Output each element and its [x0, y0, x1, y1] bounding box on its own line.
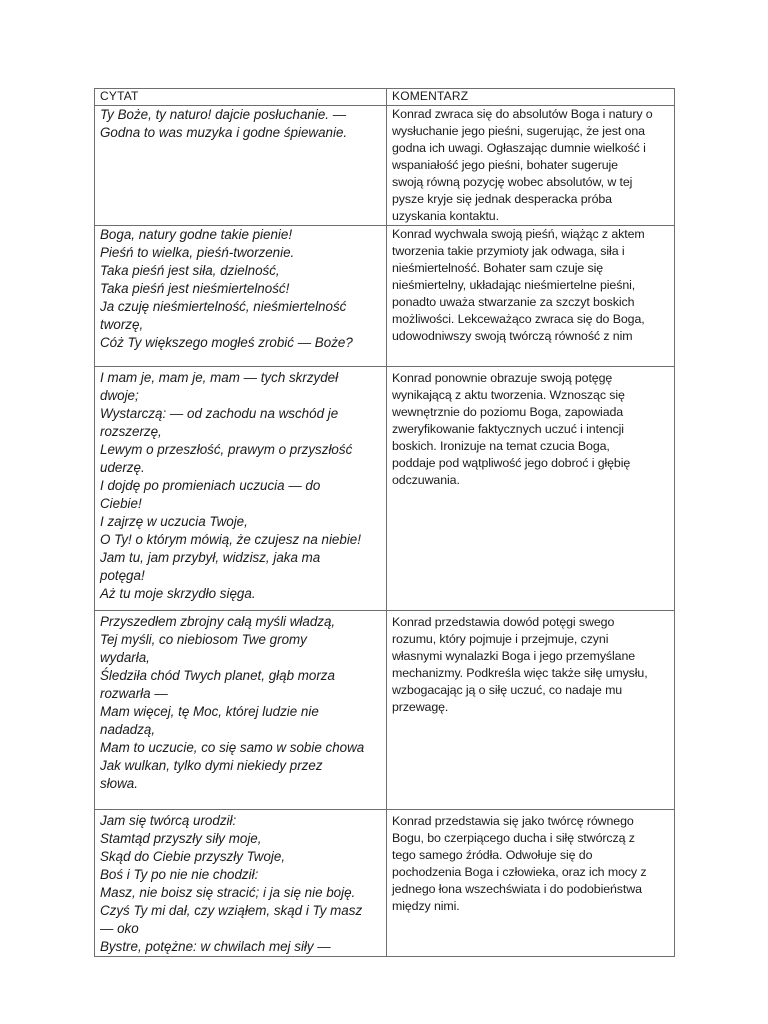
table-header-row — [95, 89, 675, 106]
quote-cell — [95, 611, 387, 810]
quote-line: potęga! — [100, 568, 145, 583]
quote-line: Śledziła chód Twych planet, głąb morza — [100, 668, 335, 683]
header-comment: KOMENTARZ — [387, 89, 675, 106]
quote-line: Cóż Ty większego mogłeś zrobić — Boże? — [100, 335, 353, 350]
quote-line: rozwarła — — [100, 686, 168, 701]
quote-line: tworzę, — [100, 317, 144, 332]
quote-cell — [95, 226, 387, 367]
comment-cell — [387, 226, 675, 367]
table-row — [95, 810, 675, 957]
table-row — [95, 226, 675, 367]
quote-line: Taka pieśń jest siła, dzielność, — [100, 263, 280, 278]
quote-line: O Ty! o którym mówią, że czujesz na niebie! — [100, 532, 361, 547]
comment-line: godna ich uwagi. Ogłaszając dumnie wielkość i — [392, 141, 646, 155]
quote-line: Wystarczą: — od zachodu na wschód je — [100, 406, 339, 421]
comment-line: możliwości. Lekceważąco zwraca się do Boga, — [392, 312, 645, 326]
quote-line: Boga, natury godne takie pienie! — [100, 227, 293, 242]
quote-line: Taka pieśń jest nieśmiertelność! — [100, 281, 290, 296]
quote-line: uderzę. — [100, 460, 145, 475]
comment-line: nieśmiertelny, układając nieśmiertelne pieśni, — [392, 278, 636, 292]
comment-line: Bogu, bo czerpiącego ducha i siłę stwórczą z — [392, 831, 635, 845]
comment-line: zweryfikowanie faktycznych uczuć i intencji — [392, 422, 624, 436]
quote-line: Aż tu moje skrzydło sięga. — [100, 586, 256, 601]
quote-commentary-table — [94, 88, 675, 957]
table-row — [95, 106, 675, 226]
comment-line: własnymi wynalazki Boga i jego przemyślane — [392, 649, 636, 663]
quote-line: Jam się twórcą urodził: — [100, 813, 237, 828]
comment-line: wysłuchanie jego pieśni, sugerując, że jest ona — [392, 124, 645, 138]
quote-line: Jak wulkan, tylko dymi niekiedy przez — [100, 758, 323, 773]
comment-line: boskich. Ironizuje na temat czucia Boga, — [392, 439, 610, 453]
quote-line: — oko — [100, 921, 139, 936]
quote-line: I mam je, mam je, mam — tych skrzydeł — [100, 370, 339, 385]
comment-line: Konrad wychwala swoją pieśń, wiążąc z aktem — [392, 227, 645, 241]
comment-line: między nimi. — [392, 899, 460, 913]
quote-cell — [95, 810, 387, 957]
quote-line: Ciebie! — [100, 496, 142, 511]
comment-line: ponadto uważa stwarzanie za szczyt boskich — [392, 295, 635, 309]
comment-cell — [387, 810, 675, 957]
comment-cell — [387, 367, 675, 611]
quote-line: Godna to was muzyka i godne śpiewanie. — [100, 125, 348, 140]
comment-line: Konrad zwraca się do absolutów Boga i natury o — [392, 107, 653, 121]
quote-line: I dojdę po promieniach uczucia — do — [100, 478, 321, 493]
header-quote: CYTAT — [95, 89, 387, 106]
quote-line: Tej myśli, co niebiosom Twe gromy — [100, 632, 307, 647]
comment-line: tego samego źródła. Odwołuje się do — [392, 848, 593, 862]
comment-line: tworzenia takie przymioty jak odwaga, siła i — [392, 244, 625, 258]
quote-line: Jam tu, jam przybył, widzisz, jaka ma — [100, 550, 321, 565]
quote-line: Ty Boże, ty naturo! dajcie posłuchanie. — — [100, 107, 347, 122]
comment-cell — [387, 106, 675, 226]
quote-line: I zajrzę w uczucia Twoje, — [100, 514, 248, 529]
quote-line: Ja czuję nieśmiertelność, nieśmiertelność — [100, 299, 347, 314]
comment-line: wspaniałość jego pieśni, bohater sugeruje — [392, 158, 618, 172]
comment-line: poddaje pod wątpliwość jego dobroć i głębię — [392, 456, 631, 470]
comment-line: Konrad przedstawia dowód potęgi swego — [392, 615, 615, 629]
quote-line: dwoje; — [100, 388, 139, 403]
comment-line: uzyskania kontaktu. — [392, 209, 499, 223]
quote-line: słowa. — [100, 776, 138, 791]
quote-cell — [95, 367, 387, 611]
quote-line: Skąd do Ciebie przyszły Twoje, — [100, 849, 286, 864]
comment-line: pysze kryje się jednak desperacka próba — [392, 192, 612, 206]
comment-line: wzbogacając ją o siłę uczuć, co nadaje mu — [392, 683, 623, 697]
comment-line: odczuwania. — [392, 473, 460, 487]
comment-line: udowodniwszy swoją twórczą równość z nim — [392, 329, 633, 343]
comment-line: rozumu, który pojmuje i przejmuje, czyni — [392, 632, 609, 646]
table-row — [95, 367, 675, 611]
table-row — [95, 611, 675, 810]
quote-line: Mam to uczucie, co się samo w sobie chowa — [100, 740, 365, 755]
quote-line: Stamtąd przyszły siły moje, — [100, 831, 262, 846]
quote-line: Mam więcej, tę Moc, której ludzie nie — [100, 704, 319, 719]
comment-line: wewnętrznie do poziomu Boga, zapowiada — [392, 405, 624, 419]
comment-line: jednego łona wszechświata i do podobieństwa — [392, 882, 642, 896]
quote-line: nadadzą, — [100, 722, 156, 737]
quote-line: Boś i Ty po nie nie chodził: — [100, 867, 259, 882]
quote-line: Masz, nie boisz się stracić; i ja się nie boję. — [100, 885, 356, 900]
comment-line: mechanizmy. Podkreśla więc także siłę umysłu, — [392, 666, 648, 680]
quote-line: Pieśń to wielka, pieśń-tworzenie. — [100, 245, 295, 260]
comment-line: przewagę. — [392, 700, 449, 714]
quote-line: rozszerzę, — [100, 424, 162, 439]
quote-line: Przyszedłem zbrojny całą myśli władzą, — [100, 614, 336, 629]
comment-line: swoją równą pozycję wobec absolutów, w tej — [392, 175, 633, 189]
comment-cell — [387, 611, 675, 810]
comment-line: wynikającą z aktu tworzenia. Wznosząc się — [392, 388, 625, 402]
comment-line: Konrad przedstawia się jako twórcę równego — [392, 814, 634, 828]
comment-line: Konrad ponownie obrazuje swoją potęgę — [392, 371, 613, 385]
quote-cell — [95, 106, 387, 226]
comment-line: nieśmiertelność. Bohater sam czuje się — [392, 261, 604, 275]
quote-line: Czyś Ty mi dał, czy wziąłem, skąd i Ty masz — [100, 903, 363, 918]
comment-line: pochodzenia Boga i człowieka, oraz ich mocy z — [392, 865, 647, 879]
quote-line: Bystre, potężne: w chwilach mej siły — — [100, 939, 331, 954]
quote-line: wydarła, — [100, 650, 150, 665]
quote-line: Lewym o przeszłość, prawym o przyszłość — [100, 442, 353, 457]
